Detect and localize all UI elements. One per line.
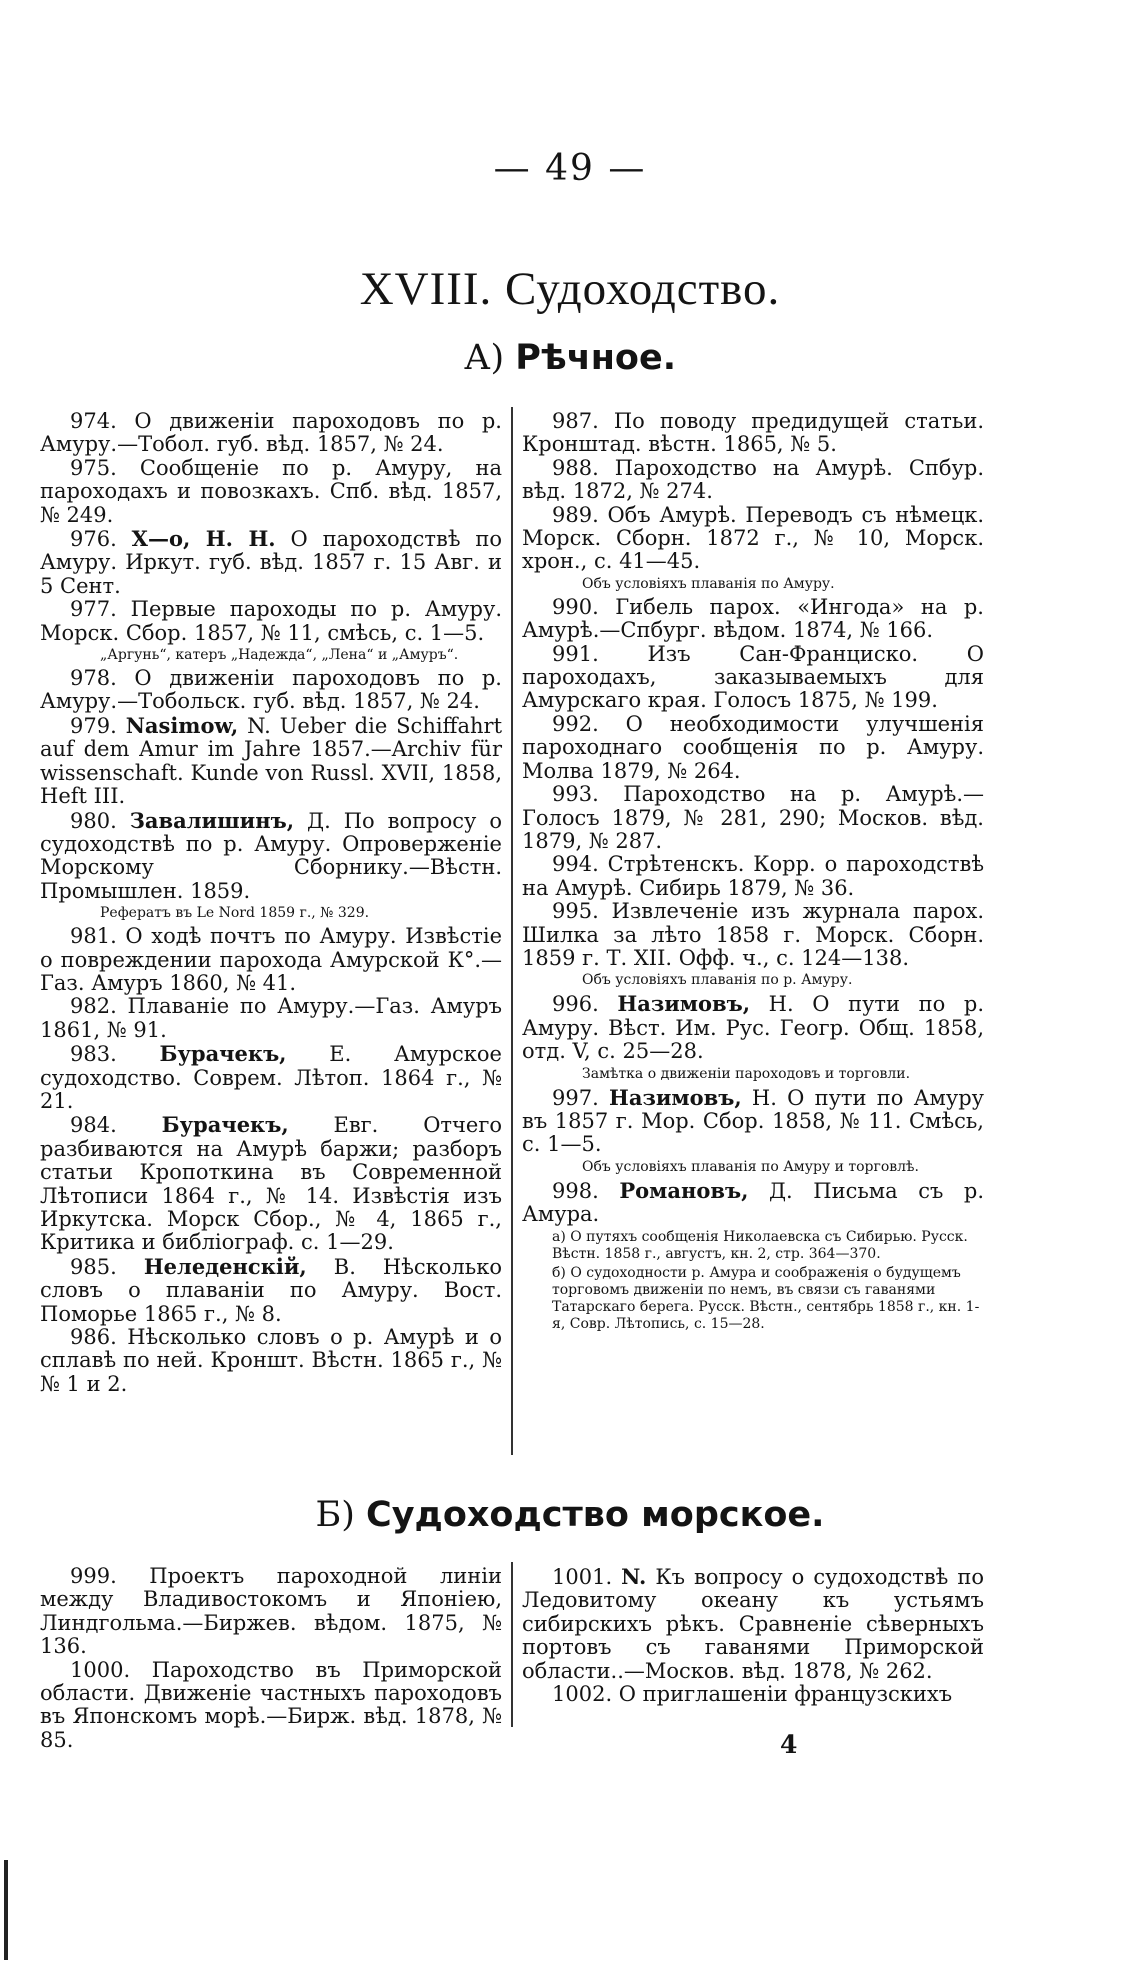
- section-a-heading: [0, 338, 1140, 378]
- entry-993: 993. Пароходство на р. Амурѣ.—Голосъ 1879, № 281, 290; Москов. вѣд. 1879, № 287.: [522, 782, 984, 853]
- entry-985: 985. Неледенскій, В. Нѣсколько словъ о плаваніи по Амуру. Вост. Поморье 1865 г., № 8.: [40, 1253, 502, 1326]
- entry-author: Завалишинъ,: [129, 807, 295, 833]
- section-b-left-column: [40, 1565, 502, 1752]
- entry-981: 981. О ходѣ почтъ по Амуру. Извѣстіе о повреждении парохода Амурской К°.—Газ. Амуръ 1860, № 41.: [40, 924, 502, 995]
- entry-977-note: „Аргунь“, катеръ „Надежда“, „Лена“ и „Амуръ“.: [100, 647, 459, 664]
- entry-977: 977. Первые пароходы по р. Амуру. Морск. Сбор. 1857, № 11, смѣсь, с. 1—5.: [40, 597, 502, 645]
- entry-1000: 1000. Пароходство въ Приморской области. Движеніе частныхъ пароходовъ въ Японскомъ морѣ.—Бирж. вѣд. 1878, № 85.: [40, 1657, 502, 1752]
- section-b-letter: Б): [315, 1495, 355, 1535]
- entry-986: 986. Нѣсколько словъ о р. Амурѣ и о сплавѣ по ней. Кроншт. Вѣстн. 1865 г., №№ 1 и 2.: [40, 1325, 502, 1396]
- entry-996-note: Замѣтка о движеніи пароходовъ и торговли.: [582, 1065, 911, 1082]
- entry-989: 989. Объ Амурѣ. Переводъ съ нѣмецк. Морск. Сборн. 1872 г., № 10, Морск. хрон., с. 41—45.: [522, 502, 984, 574]
- entry-980-note: Рефератъ въ Le Nord 1859 г., № 329.: [100, 905, 370, 922]
- entry-980: 980. Завалишинъ, Д. По вопросу о судоходствѣ по р. Амуру. Опроверженіе Морскому Сборнику.—Вѣстн. Промышлен. 1859.: [40, 807, 502, 903]
- entry-975: 975. Сообщеніе по р. Амуру, на пароходахъ и повозкахъ. Спб. вѣд. 1857, № 249.: [40, 455, 502, 527]
- entry-author: Nasimow,: [125, 712, 239, 738]
- entry-1002: 1002. О приглашеніи французскихъ: [552, 1682, 953, 1707]
- entry-978: 978. О движеніи пароходовъ по р. Амуру.—Тобольск. губ. вѣд. 1857, № 24.: [40, 666, 502, 714]
- chapter-title: XVIII. Судоходство.: [359, 263, 781, 315]
- entry-982: 982. Плаваніе по Амуру.—Газ. Амуръ 1861, № 91.: [40, 994, 502, 1042]
- entry-author: Бурачекъ,: [161, 1112, 289, 1138]
- entry-991: 991. Изъ Сан-Франциско. О пароходахъ, заказываемыхъ для Амурскаго края. Голосъ 1875, № 199.: [522, 641, 984, 713]
- entry-974: 974. О движеніи пароходовъ по р. Амуру.—Тобол. губ. вѣд. 1857, № 24.: [40, 409, 502, 457]
- section-a-title: Рѣчное.: [515, 338, 676, 378]
- section-b-heading: [0, 1495, 1140, 1535]
- entry-988: 988. Пароходство на Амурѣ. Спбур. вѣд. 1872, № 274.: [522, 455, 984, 504]
- entry-author: Х—о, Н. Н.: [131, 526, 276, 552]
- entry-990: 990. Гибель парох. «Ингода» на р. Амурѣ.—Спбург. вѣдом. 1874, № 166.: [522, 594, 984, 643]
- entry-author: Неледенскій,: [143, 1253, 307, 1279]
- entry-author: Бурачекъ,: [159, 1041, 287, 1067]
- entry-995-note: Объ условіяхъ плаванія по р. Амуру.: [582, 972, 853, 989]
- entry-983: 983. Бурачекъ, Е. Амурское судоходство. Соврем. Лѣтоп. 1864 г., № 21.: [40, 1041, 502, 1113]
- entry-979: 979. Nasimow, N. Ueber die Schiffahrt auf dem Amur im Jahre 1857.—Archiv für wissenschaft. Kunde von Russl. XVII, 1858, Heft III.: [40, 712, 503, 809]
- entry-999: 999. Проектъ пароходной линіи между Владивостокомъ и Японіею, Линдгольма.—Биржев. вѣдом. 1875, № 136.: [40, 1564, 502, 1659]
- printer-signature: 4: [780, 1730, 798, 1759]
- section-a-right-column: [522, 410, 984, 1335]
- entry-author: Назимовъ,: [617, 991, 751, 1017]
- entry-976: 976. Х—о, Н. Н. О пароходствѣ по Амуру. Иркут. губ. вѣд. 1857 г. 15 Авг. и 5 Сент.: [40, 526, 502, 598]
- entry-994: 994. Стрѣтенскъ. Корр. о пароходствѣ на Амурѣ. Сибирь 1879, № 36.: [522, 852, 984, 900]
- entry-984: 984. Бурачекъ, Евг. Отчего разбиваются на Амурѣ баржи; разборъ статьи Кропоткина въ Современной Лѣтописи 1864 г., № 14. Извѣстія изъ Иркутска. Морск Сбор., № 4, 1865 г., Критика и библіограф. с. 1—29.: [40, 1112, 502, 1255]
- entry-997: 997. Назимовъ, Н. О пути по Амуру въ 1857 г. Мор. Сбор. 1858, № 11. Смѣсь, с. 1—5.: [522, 1084, 985, 1157]
- column-divider: [511, 1562, 513, 1727]
- entry-1001: 1001. N. Къ вопросу о судоходствѣ по Ледовитому океану къ устьямъ сибирскихъ рѣкъ. Сравненіе сѣверныхъ портовъ съ гаванями Приморской области..—Москов. вѣд. 1878, № 262.: [522, 1564, 984, 1683]
- entry-998: 998. Романовъ, Д. Письма съ р. Амура.: [522, 1177, 985, 1227]
- entry-998-note-b: б) О судоходности р. Амура и соображенія о будущемъ торговомъ движеніи по немъ, въ связи съ гаванями Татарскаго берега. Русск. Вѣстн., сентябрь 1858 г., кн. 1-я, Совр. Лѣтопись, с. 15—28.: [552, 1264, 980, 1332]
- margin-mark: [4, 1860, 8, 1960]
- entry-995: 995. Извлеченіе изъ журнала парох. Шилка за лѣто 1858 г. Морск. Сборн. 1859 г. Т. XII. Офф. ч., с. 124—138.: [522, 899, 984, 970]
- entry-996: 996. Назимовъ, Н. О пути по р. Амуру. Вѣст. Им. Рус. Геогр. Общ. 1858, отд. V, с. 25—28.: [522, 991, 984, 1064]
- entry-989-note: Объ условіяхъ плаванія по Амуру.: [582, 575, 835, 592]
- section-a-letter: А): [463, 338, 505, 378]
- page-number: — 49 —: [493, 148, 647, 189]
- section-a-left-column: [40, 410, 502, 1396]
- column-divider: [511, 407, 513, 1455]
- entry-992: 992. О необходимости улучшенія пароходнаго сообщенія по р. Амуру. Молва 1879, № 264.: [522, 711, 984, 783]
- section-b-title: Судоходство морское.: [366, 1495, 825, 1535]
- entry-987: 987. По поводу предидущей статьи. Кронштад. вѣстн. 1865, № 5.: [522, 409, 984, 457]
- section-b-right-column: [522, 1565, 984, 1706]
- entry-997-note: Объ условіяхъ плаванія по Амуру и торговлѣ.: [582, 1158, 919, 1175]
- entry-author: N.: [621, 1564, 647, 1589]
- entry-author: Романовъ,: [619, 1177, 749, 1203]
- entry-998-note-a: а) О путяхъ сообщенія Николаевска съ Сибирью. Русск. Вѣстн. 1858 г., августъ, кн. 2, стр. 364—370.: [552, 1228, 968, 1262]
- entry-author: Назимовъ,: [609, 1084, 742, 1110]
